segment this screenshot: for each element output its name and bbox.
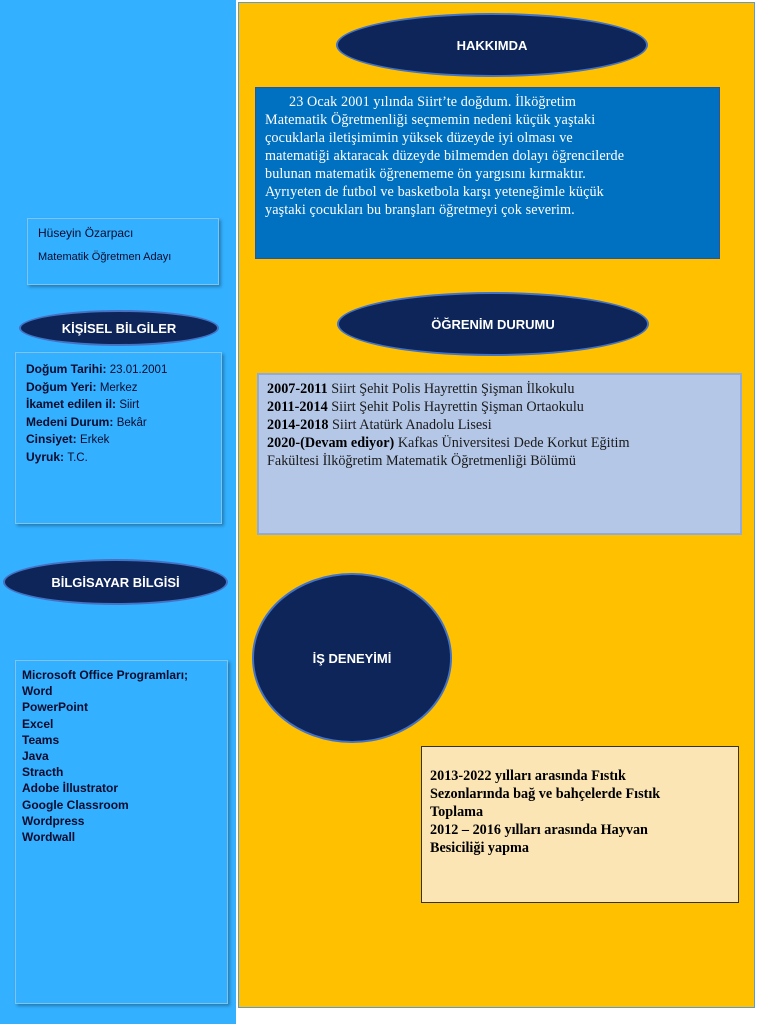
- skill-item: Teams: [22, 732, 60, 747]
- about-text-box: [255, 87, 720, 259]
- experience-line: 2012 – 2016 yılları arasında Hayvan: [430, 822, 648, 838]
- experience-line: 2013-2022 yılları arasında Fıstık: [430, 768, 626, 784]
- skill-item: Excel: [22, 716, 54, 731]
- about-line: bulunan matematik öğrenememe ön yargısını kırmaktır.: [265, 166, 586, 182]
- nationality-row: Uyruk: T.C.: [26, 449, 88, 464]
- computer-skills-heading: [3, 559, 228, 605]
- education-item: 2014-2018 Siirt Atatürk Anadolu Lisesi: [267, 417, 492, 433]
- about-line: çocuklarla iletişimimin yüksek düzeyde iyi olması ve: [265, 130, 573, 146]
- experience-title: İŞ DENEYİMİ: [312, 650, 392, 666]
- person-name: Hüseyin Özarpacı: [38, 226, 134, 240]
- skill-item: Wordpress: [22, 813, 85, 828]
- education-continuation: Fakültesi İlköğretim Matematik Öğretmenliği Bölümü: [267, 453, 576, 469]
- name-card: [27, 218, 219, 285]
- skill-item: Stracth: [22, 765, 64, 780]
- about-line: yaştaki çocukları bu branşları öğretmeyi çok severim.: [265, 202, 575, 218]
- education-title: ÖĞRENİM DURUMU: [431, 316, 555, 332]
- personal-info-card: [15, 352, 222, 524]
- personal-info-title: KİŞİSEL BİLGİLER: [61, 320, 177, 336]
- education-heading: [337, 292, 649, 356]
- skill-item: Word: [22, 684, 53, 699]
- experience-line: Besiciliği yapma: [430, 840, 529, 856]
- birth-place-row: Doğum Yeri: Merkez: [26, 379, 138, 394]
- experience-box: [421, 746, 739, 903]
- education-item: 2011-2014 Siirt Şehit Polis Hayrettin Şişman Ortaokulu: [267, 399, 584, 415]
- skill-item: Wordwall: [22, 830, 76, 845]
- education-item: 2020-(Devam ediyor) Kafkas Üniversitesi Dede Korkut Eğitim: [267, 435, 630, 451]
- computer-skills-card: [15, 660, 228, 1004]
- about-line: matematiği aktaracak düzeyde bilmemden dolayı öğrencilerde: [265, 148, 625, 164]
- marital-status-row: Medeni Durum: Bekâr: [26, 414, 147, 429]
- skill-item: PowerPoint: [22, 700, 89, 715]
- experience-line: Sezonlarında bağ ve bahçelerde Fıstık: [430, 786, 661, 802]
- skill-item: Google Classroom: [22, 797, 129, 812]
- experience-heading: [252, 573, 452, 743]
- skill-item: Adobe İllustrator: [22, 781, 119, 796]
- birth-date-row: Doğum Tarihi: 23.01.2001: [26, 362, 168, 376]
- education-item: 2007-2011 Siirt Şehit Polis Hayrettin Şişman İlkokulu: [267, 381, 575, 397]
- personal-info-heading: [19, 310, 219, 346]
- about-title: HAKKIMDA: [456, 37, 528, 53]
- about-heading: [336, 13, 648, 77]
- about-line: Ayrıyeten de futbol ve basketbola karşı yeteneğimle küçük: [265, 184, 604, 200]
- gender-row: Cinsiyet: Erkek: [26, 432, 110, 446]
- skill-item: Microsoft Office Programları;: [22, 668, 189, 682]
- about-line: Matematik Öğretmenliği seçmemin nedeni küçük yaştaki: [265, 112, 596, 128]
- about-line: 23 Ocak 2001 yılında Siirt’te doğdum. İlköğretim: [289, 94, 577, 110]
- experience-line: Toplama: [430, 804, 484, 820]
- education-box: [257, 373, 742, 535]
- residence-row: İkamet edilen il: Siirt: [26, 397, 140, 411]
- computer-skills-title: BİLGİSAYAR BİLGİSİ: [51, 574, 180, 590]
- skill-item: Java: [22, 749, 49, 764]
- person-role: Matematik Öğretmen Adayı: [38, 251, 172, 263]
